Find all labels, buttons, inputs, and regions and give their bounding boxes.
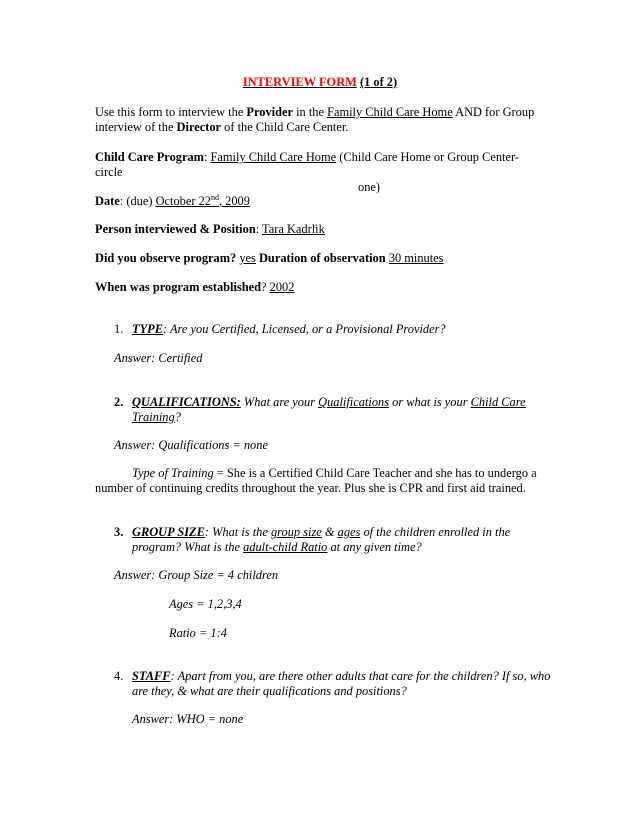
observe-line [95,251,555,266]
q2-heading: QUALIFICATIONS: [132,395,241,409]
q2-training-label: Type of Training [132,466,214,480]
program-note-one: one) [358,180,381,194]
q1-question: TYPE: Are you Certified, Licensed, or a Provisional Provider? [132,322,446,336]
title-part: (1 of 2) [359,75,398,89]
q3-question: GROUP SIZE: What is the group size & ages of the children enrolled in the program? What is the adult-child Ratio at any given time? [132,525,511,554]
program-line: Child Care Program: Family Child Care Home (Child Care Home or Group Center- [95,150,519,164]
q2-training: Type of Training = She is a Certified Child Care Teacher and she has to undergo a number of continuing credits throughout the year. Plus she is CPR and first aid trained. [95,466,537,495]
date-value: October 22nd, 2009 [155,192,250,208]
person-label: Person interviewed & Position [95,222,256,236]
q3-ages: Ages = 1,2,3,4 [169,597,242,611]
established-value: 2002 [269,280,295,294]
q4-question: STAFF: Apart from you, are there other adults that care for the children? If so, who are they, & what are their qualifications and positions? [132,669,551,698]
q2-answer: Answer: Qualifications = none [114,438,268,452]
form-title [0,75,640,90]
program-value: Family Child Care Home [210,150,337,164]
observe-value: yes [239,251,256,265]
established-line: When was program established? 2002 [95,280,295,294]
program-note-line2: circle [95,165,123,179]
q4-answer: Answer: WHO = none [132,712,244,726]
q2-question: QUALIFICATIONS: What are your Qualifications or what is your Child Care Training? [132,395,526,424]
q3-number: 3. [114,525,124,539]
date-label: Date [95,194,120,208]
q4-heading: STAFF [132,669,171,683]
q2-number: 2. [114,395,124,409]
date-line: Date: (due) October 22nd, 2009 [95,192,250,208]
title-main: INTERVIEW FORM [242,75,357,89]
q4-number: 4. [114,669,124,683]
intro-fcch: Family Child Care Home [327,105,453,119]
q3-heading: GROUP SIZE [132,525,205,539]
program-label: Child Care Program [95,150,204,164]
q1-answer: Answer: Certified [114,351,203,365]
person-value: Tara Kadrlik [262,222,325,236]
intro-provider: Provider [246,105,293,119]
person-line: Person interviewed & Position: Tara Kadrlik [95,222,325,236]
q3-answer: Answer: Group Size = 4 children [114,568,279,582]
intro-paragraph: Use this form to interview the Provider in the Family Child Care Home AND for Group interview of the Director of the Child Care Center. [95,105,535,134]
q1-heading: TYPE [132,322,163,336]
program-note: (Child Care Home or Group Center- [336,150,519,164]
duration-label: Duration of observation [258,251,386,265]
observe-label: Did you observe program? [95,251,237,265]
q1-number: 1. [114,322,124,336]
duration-value: 30 minutes [388,251,444,265]
established-label: When was program established [95,280,262,294]
intro-director: Director [176,120,222,134]
q3-ratio: Ratio = 1:4 [169,626,227,640]
